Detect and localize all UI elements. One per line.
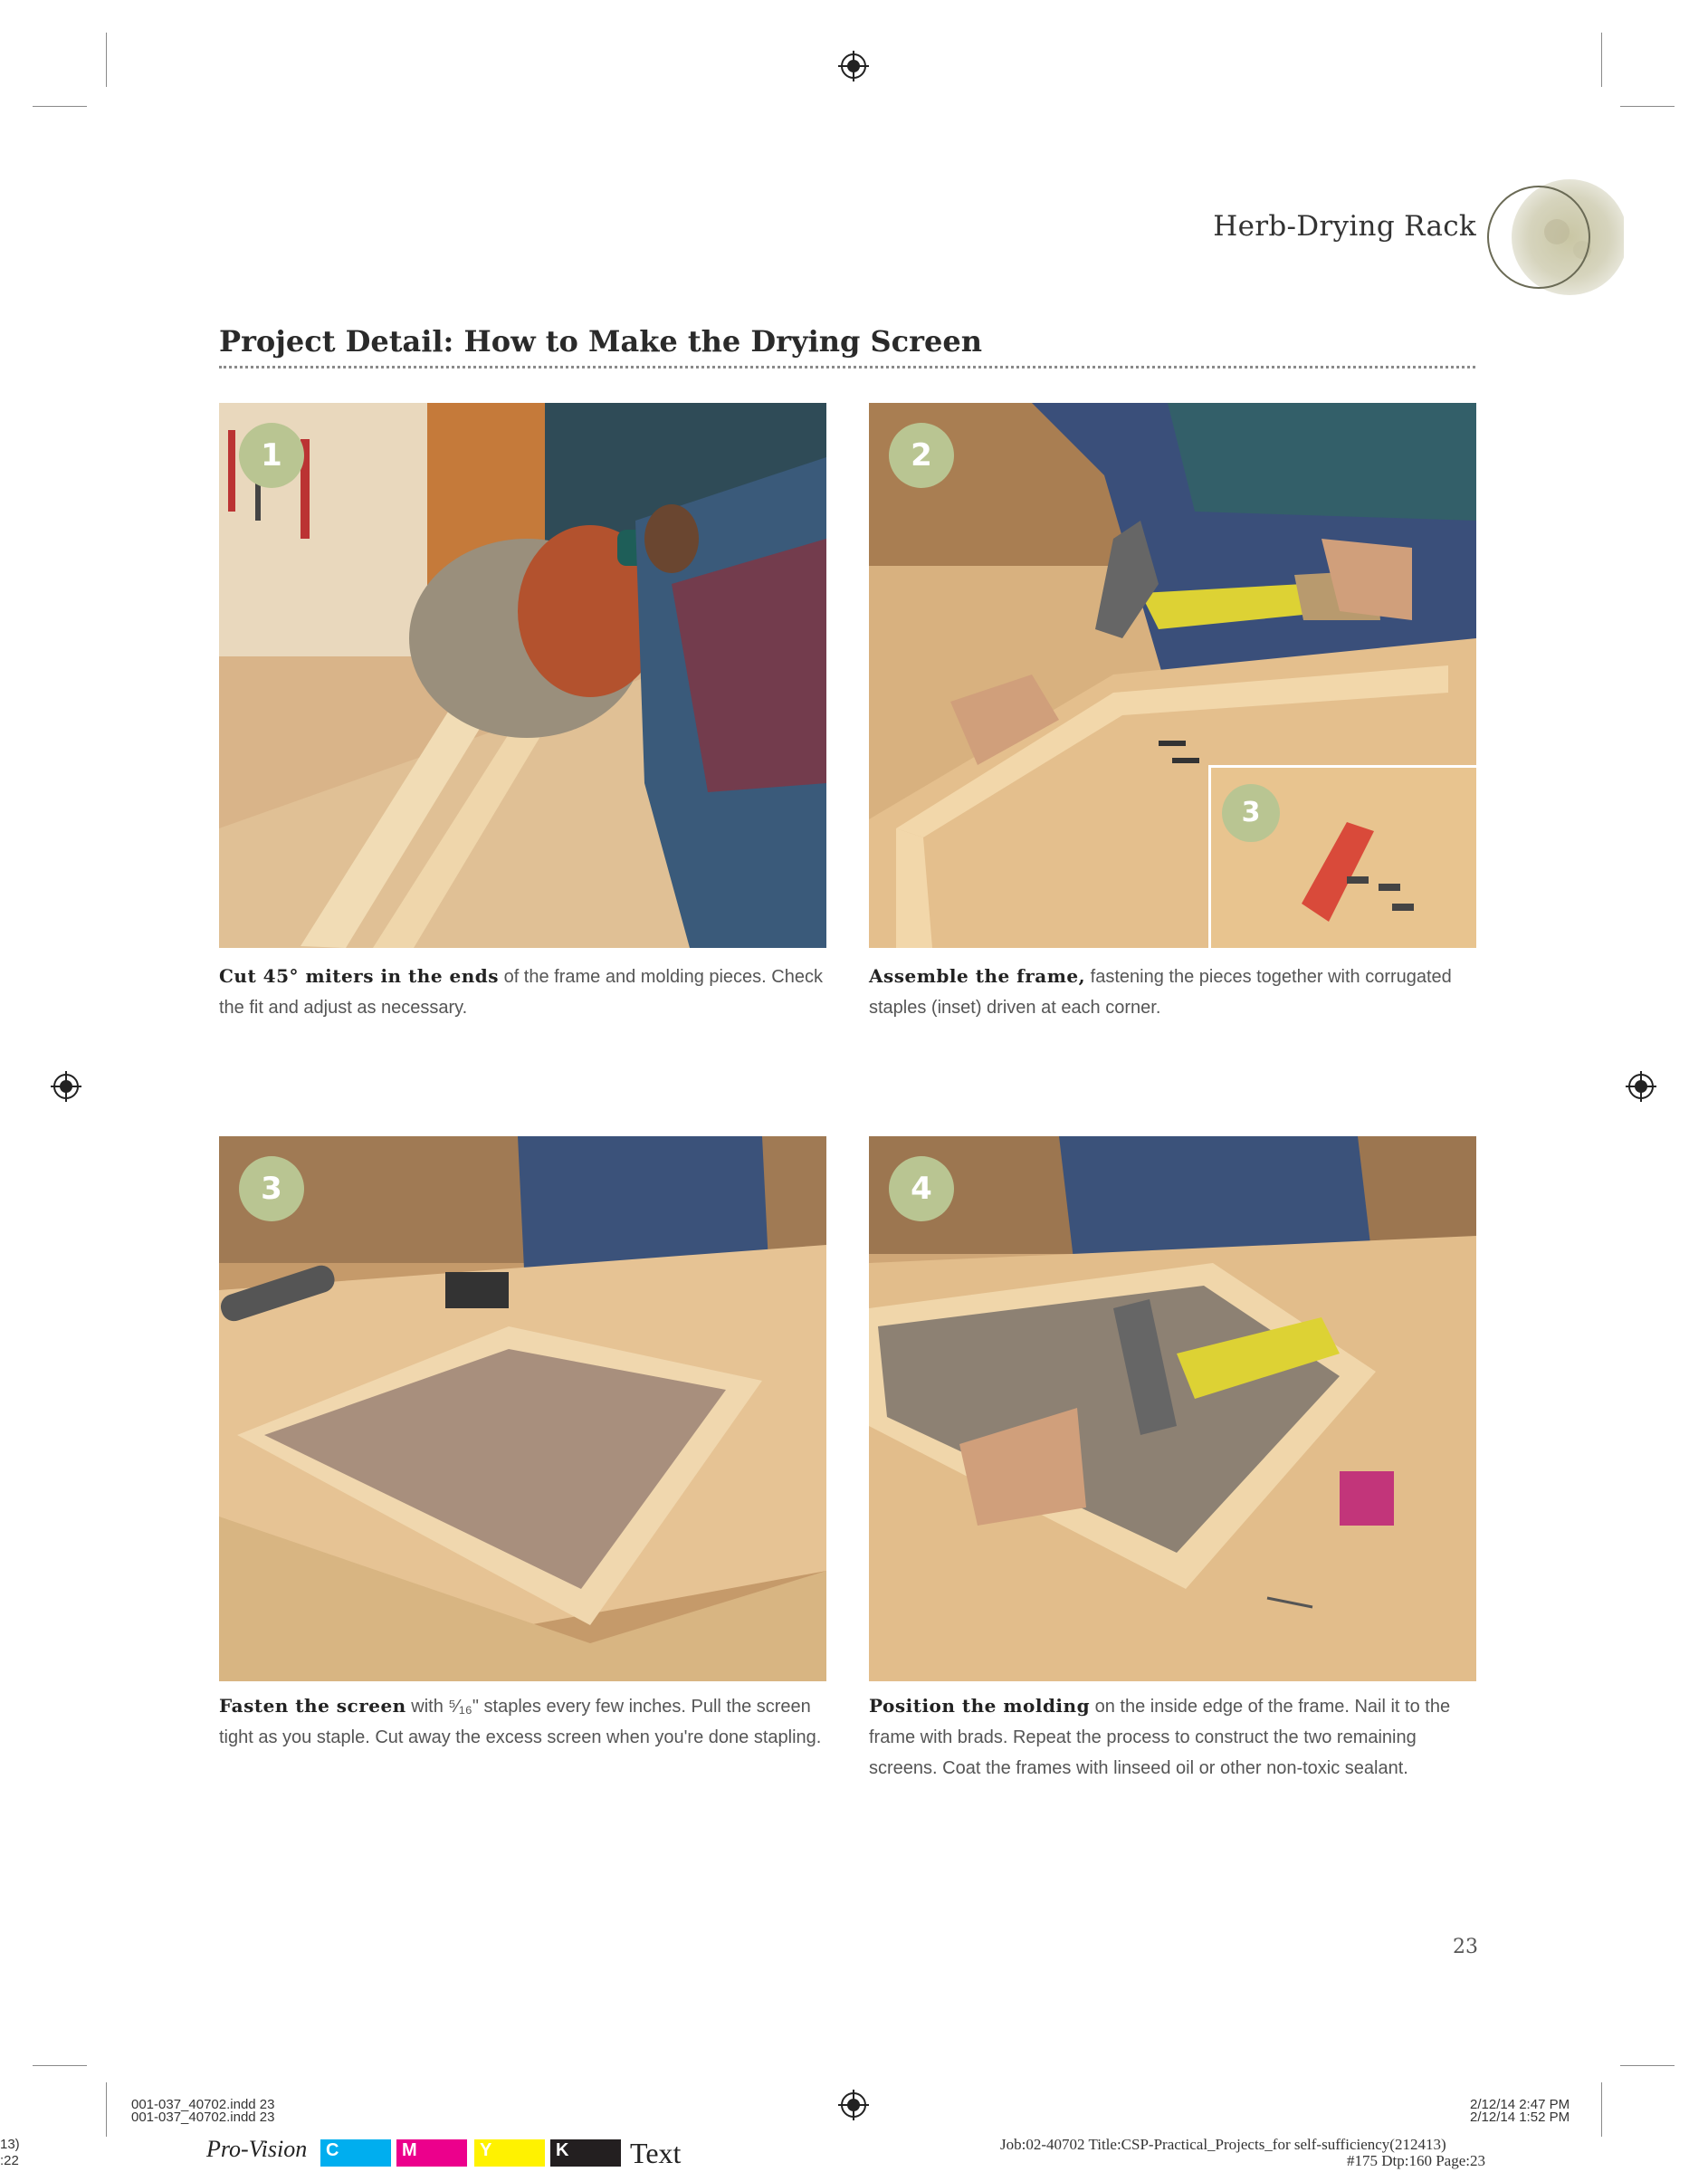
step-2-inset-photo [1208,765,1476,948]
step-2-photo [869,403,1476,948]
swatch-black: K [550,2139,621,2167]
slug-file-line-2: 001-037_40702.indd 23 [131,2110,275,2125]
crop-mark [106,2082,107,2137]
step-3-photo [219,1136,826,1681]
crop-mark [1620,106,1675,107]
step-4-caption-text: on the inside edge of the frame. Nail it to the frame with brads. Repeat the process to construct the two remaining screens. Coat the frames with linseed oil or other non-toxic sealant. [869,1697,1451,1778]
step-3-caption-text: with ⁵⁄₁₆" staples every few inches. Pull the screen tight as you staple. Cut away the excess screen when you're done stapling. [219,1697,822,1747]
slug-file-line-1: 001-037_40702.indd 23 [131,2097,275,2112]
crop-mark [1601,33,1602,87]
pro-vision-brand: Pro-Vision [206,2136,308,2162]
section-title: Project Detail: How to Make the Drying Screen [219,324,982,359]
crop-mark [33,2065,87,2066]
slug-date-line-2: 2/12/14 1:52 PM [1470,2110,1570,2125]
registration-mark-icon [51,1071,81,1102]
crop-mark [33,106,87,107]
herb-emblem-icon [1484,177,1624,297]
step-1-caption-lead: Cut 45° miters in the ends [219,965,500,987]
step-1-caption [219,961,826,1023]
swatch-cyan: C [320,2139,391,2167]
registration-mark-icon [838,51,869,81]
slug-job-line-2: #175 Dtp:160 Page:23 [1347,2152,1485,2169]
slug-date-line-1: 2/12/14 2:47 PM [1470,2097,1570,2112]
slug-edge-line-1: 13) [0,2137,20,2152]
step-3-caption [219,1690,826,1753]
running-header-title: Herb-Drying Rack [1213,210,1476,243]
dotted-rule [219,366,1475,368]
step-2-caption-text: fastening the pieces together with corrugated staples (inset) driven at each corner. [869,967,1452,1018]
step-3-badge: 3 [239,1156,304,1221]
slug-job-line-1: Job:02-40702 Title:CSP-Practical_Projects_for self-sufficiency(212413) [1000,2136,1446,2153]
crop-mark [1620,2065,1675,2066]
swatch-yellow: Y [474,2139,545,2167]
step-4-caption-lead: Position the molding [869,1695,1091,1717]
page-number: 23 [1453,1936,1478,1958]
registration-mark-icon [1626,1071,1656,1102]
step-1-badge: 1 [239,423,304,488]
step-4-badge: 4 [889,1156,954,1221]
step-1-photo [219,403,826,948]
step-1-caption-text: of the frame and molding pieces. Check the fit and adjust as necessary. [219,967,823,1018]
step-2-badge: 2 [889,423,954,488]
crop-mark [1601,2082,1602,2137]
step-2-caption [869,961,1476,1023]
step-3-caption-lead: Fasten the screen [219,1695,406,1717]
registration-mark-icon [838,2090,869,2120]
step-4-photo [869,1136,1476,1681]
swatch-magenta: M [396,2139,467,2167]
slug-edge-line-2: :22 [0,2153,19,2168]
slug-text-label: Text [630,2137,682,2169]
step-2-inset-badge: 3 [1222,784,1280,842]
step-2-caption-lead: Assemble the frame, [869,965,1086,987]
crop-mark [106,33,107,87]
step-4-caption [869,1690,1476,1784]
